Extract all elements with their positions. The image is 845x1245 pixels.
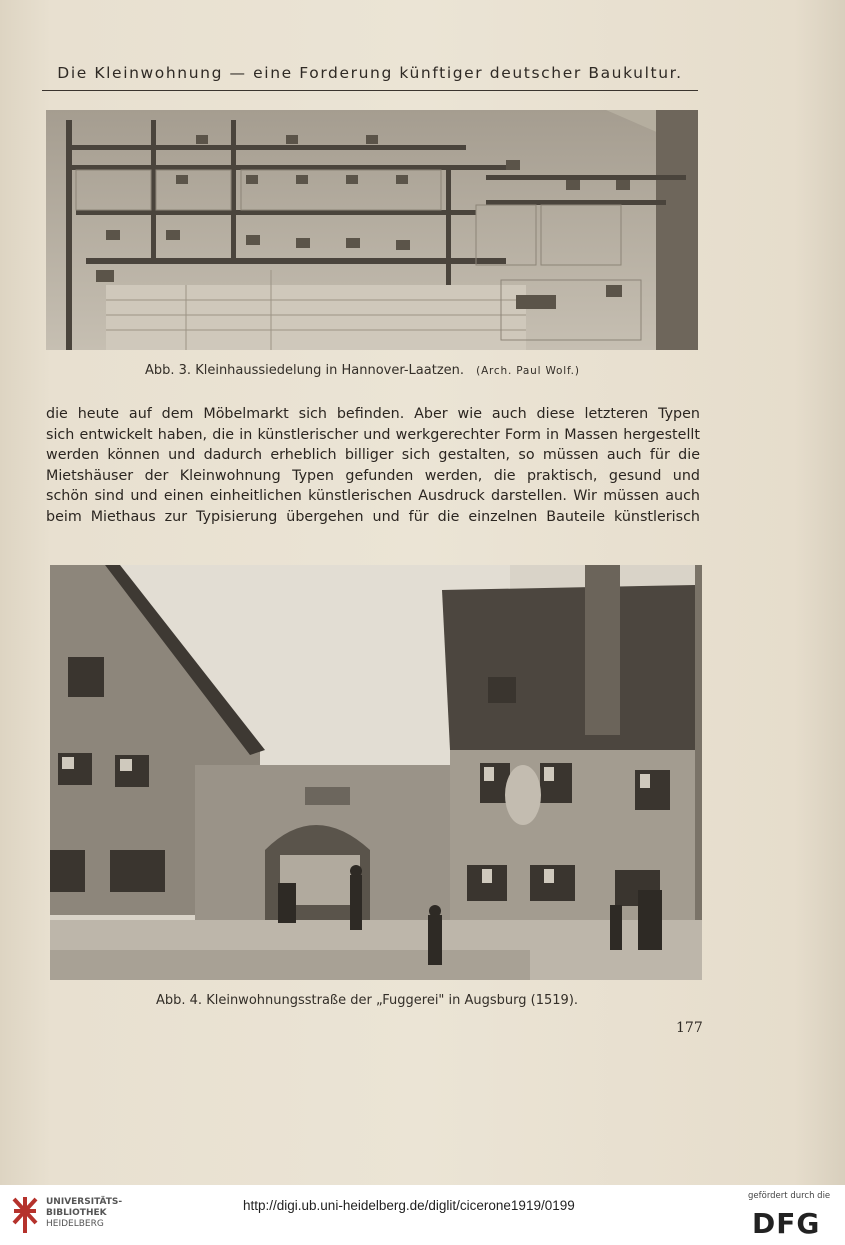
funding-label: gefördert durch die (748, 1191, 831, 1201)
digitization-footer (0, 1185, 845, 1245)
text-line: sich entwickelt haben, die in künstlerischer und werkgerechter Form in Massen hergestellt (46, 426, 700, 443)
text-line: die heute auf dem Möbelmarkt sich befinden. Aber wie auch diese letzteren Typen (46, 406, 700, 422)
library-name-line: UNIVERSITÄTS- (46, 1197, 123, 1207)
figure1-caption-credit: (Arch. Paul Wolf.) (476, 365, 580, 377)
text-line: beim Miethaus zur Typisierung übergehen und für die einzelnen Bauteile künstlerisch (46, 508, 700, 525)
dfg-logo: DFG (752, 1207, 821, 1240)
text-line: werden können und dadurch erheblich billiger sich gestalten, so müssen auch für die (46, 447, 700, 463)
library-name-line: HEIDELBERG (46, 1219, 104, 1229)
figure1-caption-main: Abb. 3. Kleinhaussiedelung in Hannover-Laatzen. (145, 363, 465, 378)
figure2-caption: Abb. 4. Kleinwohnungsstraße der „Fuggerei" in Augsburg (1519). (156, 993, 579, 1008)
text-line: schön sind und einen einheitlichen künstlerischen Ausdruck darstellen. Wir müssen auch (46, 488, 700, 504)
figure-fuggerei-street-photo (50, 565, 702, 980)
university-library-logo-icon (10, 1193, 40, 1237)
header-rule (42, 90, 698, 91)
running-head: Die Kleinwohnung — eine Forderung künftiger deutscher Baukultur. (57, 64, 683, 82)
library-name-line: BIBLIOTHEK (46, 1208, 107, 1218)
page-number: 177 (676, 1020, 703, 1036)
body-paragraph (46, 404, 700, 527)
figure-settlement-model-photo (46, 110, 698, 350)
library-name (46, 1197, 122, 1230)
figure1-caption (145, 363, 580, 378)
text-line: Mietshäuser der Kleinwohnung Typen gefunden werden, die praktisch, gesund und (46, 467, 700, 484)
source-url-link[interactable]: http://digi.ub.uni-heidelberg.de/diglit/cicerone1919/0199 (243, 1198, 575, 1213)
